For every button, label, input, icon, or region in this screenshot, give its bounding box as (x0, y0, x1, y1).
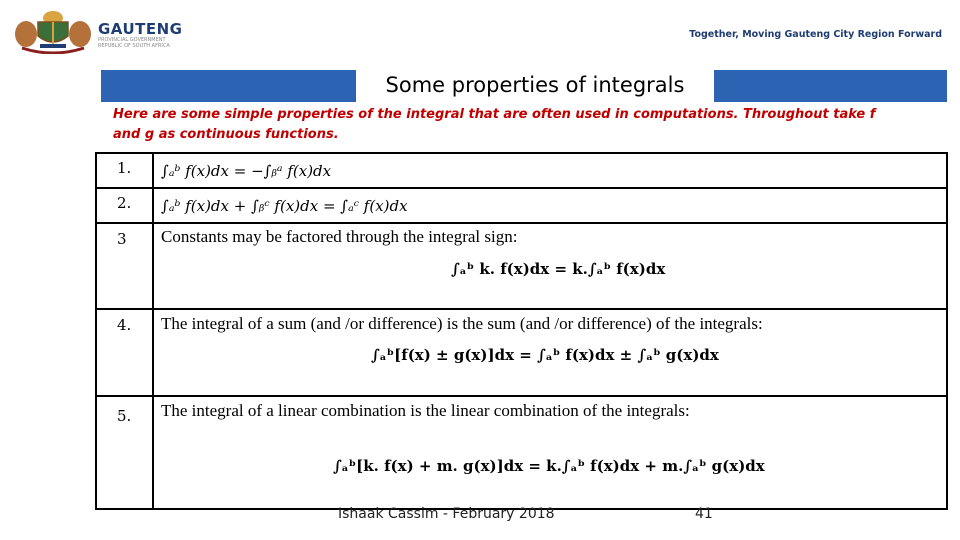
row-number: 5. (117, 407, 132, 425)
header-tagline: Together, Moving Gauteng City Region Forward (689, 29, 942, 40)
row-number: 2. (117, 194, 132, 212)
row-number-cell (97, 310, 154, 395)
formula: ∫ₐᵇ[f(x) ± g(x)]dx = ∫ₐᵇ f(x)dx ± ∫ₐᵇ g(x)dx (371, 346, 719, 364)
coat-of-arms-icon (10, 8, 96, 54)
page-number: 41 (695, 506, 713, 522)
formula: ∫ₐᵇ f(x)dx + ∫ᵦᶜ f(x)dx = ∫ₐᶜ f(x)dx (161, 197, 408, 215)
row-number: 1. (117, 159, 132, 177)
gauteng-logo (10, 8, 190, 58)
brand-subline-1: PROVINCIAL GOVERNMENT (98, 37, 166, 43)
table-row (97, 224, 946, 310)
formula: ∫ₐᵇ[k. f(x) + m. g(x)]dx = k.∫ₐᵇ f(x)dx + m.∫ₐᵇ g(x)dx (333, 457, 765, 475)
intro-text: Here are some simple properties of the integral that are often used in computations. Throughout take f and g as continuous functions. (113, 107, 876, 142)
row-number-cell (97, 189, 154, 222)
table-row (97, 189, 946, 224)
row-number: 3 (117, 230, 127, 248)
row-number: 4. (117, 316, 132, 334)
brand-block (98, 22, 182, 49)
property-description: The integral of a linear combination is the linear combination of the integrals: (161, 401, 690, 420)
property-description: The integral of a sum (and /or difference) is the sum (and /or difference) of the integrals: (161, 314, 763, 333)
table-row (97, 154, 946, 189)
row-number-cell (97, 154, 154, 187)
brand-name: GAUTENG (98, 20, 183, 38)
slide-title: Some properties of integrals (356, 70, 714, 102)
row-number-cell (97, 397, 154, 508)
table-row (97, 310, 946, 397)
properties-table (95, 152, 948, 510)
brand-subline-2: REPUBLIC OF SOUTH AFRICA (98, 43, 170, 49)
row-number-cell (97, 224, 154, 308)
footer-author: Ishaak Cassim - February 2018 (338, 506, 555, 522)
table-row (97, 397, 946, 508)
property-description: Constants may be factored through the integral sign: (161, 227, 518, 246)
formula: ∫ₐᵇ f(x)dx = −∫ᵦᵃ f(x)dx (161, 162, 332, 180)
formula: ∫ₐᵇ k. f(x)dx = k.∫ₐᵇ f(x)dx (451, 260, 666, 278)
